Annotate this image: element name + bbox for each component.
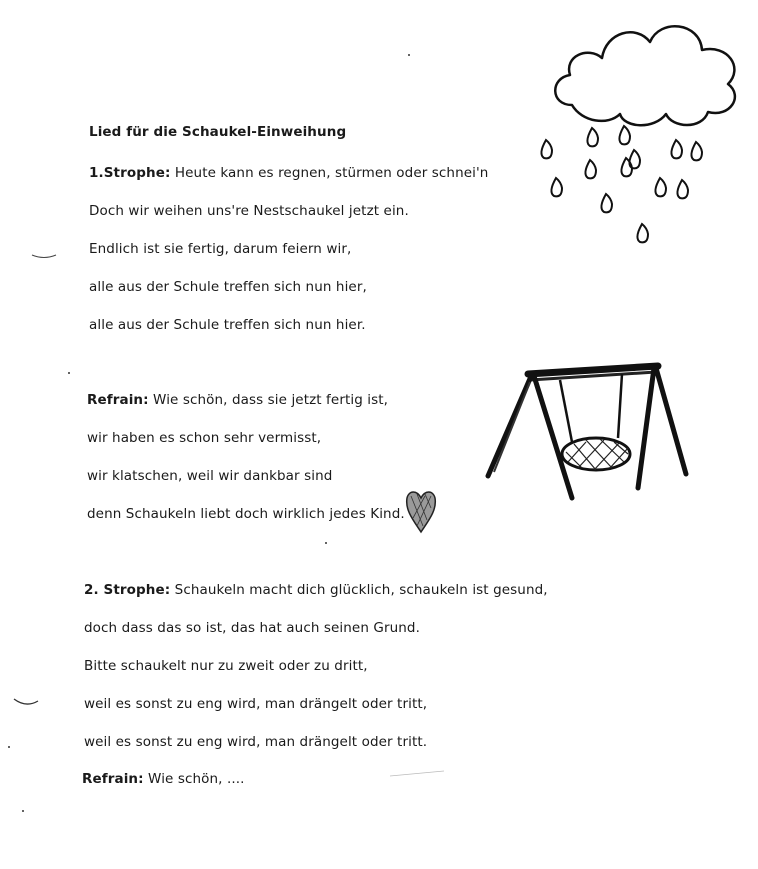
verse1-line-5: alle aus der Schule treffen sich nun hier. [89,317,366,333]
rain-cloud-icon [532,10,754,260]
speck [408,54,410,56]
nest-swing-icon [482,360,694,510]
verse2-line-1 [84,582,548,598]
verse2-line-1-text: Schaukeln macht dich glücklich, schaukeln ist gesund, [174,582,548,598]
refrain-line-2: wir haben es schon sehr vermisst, [87,430,322,446]
scan-mark-left-2 [12,696,42,708]
speck [8,746,10,748]
refrain-label: Refrain: [87,392,149,408]
verse1-line-2: Doch wir weihen uns're Nestschaukel jetzt ein. [89,203,409,219]
speck [325,542,327,544]
refrain-line-4: denn Schaukeln liebt doch wirklich jedes Kind. [87,506,405,522]
verse1-line-1-text: Heute kann es regnen, stürmen oder schnei'n [174,165,489,181]
refrain-repeat-text: Wie schön, .... [148,771,245,787]
refrain-line-1-text: Wie schön, dass sie jetzt fertig ist, [153,392,389,408]
verse1-line-4: alle aus der Schule treffen sich nun hier, [89,279,367,295]
verse2-label: 2. Strophe: [84,582,171,598]
song-title: Lied für die Schaukel-Einweihung [89,124,347,140]
refrain-line-1 [87,392,388,408]
verse2-line-2: doch dass das so ist, das hat auch seinen Grund. [84,620,420,636]
verse1-line-1 [89,165,488,181]
verse2-line-3: Bitte schaukelt nur zu zweit oder zu dritt, [84,658,368,674]
scan-mark-left-1 [30,250,60,260]
verse1-label: 1.Strophe: [89,165,171,181]
scan-mark-bottom [388,768,448,778]
refrain-line-3: wir klatschen, weil wir dankbar sind [87,468,333,484]
verse2-line-5: weil es sonst zu eng wird, man drängelt oder tritt. [84,734,428,750]
refrain-repeat [82,771,245,787]
refrain-repeat-label: Refrain: [82,771,144,787]
speck [68,372,70,374]
verse2-line-4: weil es sonst zu eng wird, man drängelt oder tritt, [84,696,428,712]
speck [22,810,24,812]
heart-icon [403,486,439,534]
verse1-line-3: Endlich ist sie fertig, darum feiern wir, [89,241,352,257]
